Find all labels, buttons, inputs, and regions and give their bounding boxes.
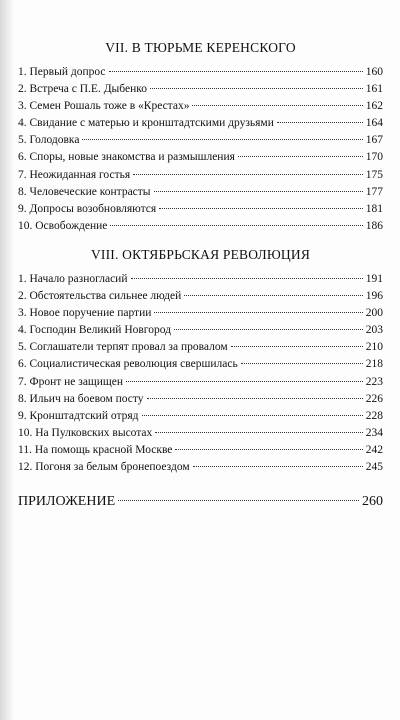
dot-leader: [154, 312, 362, 313]
entry-page-number: 161: [365, 83, 383, 96]
dot-leader: [154, 191, 363, 192]
dot-leader: [277, 122, 363, 123]
entry-title: 2. Обстоятельства сильнее людей: [18, 290, 182, 303]
entry-title: 6. Социалистическая революция свершилась: [18, 358, 238, 371]
entry-title: 1. Начало разногласий: [18, 272, 128, 285]
entry-title: 5. Голодовка: [18, 134, 80, 147]
entry-title: 12. Погоня за белым бронепоездом: [18, 460, 190, 473]
toc-entry: [18, 132, 383, 149]
entry-title: 4. Свидание с матерью и кронштадтскими друзьями: [18, 117, 274, 130]
dot-leader: [238, 156, 363, 157]
entry-page-number: 242: [365, 443, 383, 456]
entry-title: 7. Неожиданная гостья: [18, 168, 131, 181]
toc-entry: [18, 391, 383, 408]
entry-title: 1. Первый допрос: [18, 66, 106, 78]
dot-leader: [184, 295, 362, 296]
entry-page-number: 228: [365, 409, 383, 422]
dot-leader: [126, 381, 363, 382]
entry-page-number: 186: [365, 219, 383, 232]
entry-title: 7. Фронт не защищен: [18, 375, 124, 388]
toc-entry: [18, 374, 383, 391]
dot-leader: [109, 71, 363, 72]
entry-page-number: 175: [365, 168, 383, 181]
toc-entry: [18, 339, 383, 356]
toc-entry: [18, 356, 383, 373]
entry-page-number: 162: [365, 100, 383, 113]
dot-leader: [147, 398, 363, 399]
toc-entry: [18, 149, 383, 166]
dot-leader: [193, 466, 363, 467]
dot-leader: [159, 208, 363, 209]
toc-entry: [18, 442, 383, 459]
entry-page-number: 160: [365, 66, 383, 78]
dot-leader: [110, 225, 362, 226]
toc-entry: [18, 425, 383, 442]
entry-title: 6. Споры, новые знакомства и размышления: [18, 151, 235, 164]
page-gutter-shadow: [0, 0, 14, 720]
entry-title: 4. Господин Великий Новгород: [18, 324, 172, 337]
entry-page-number: 234: [365, 426, 383, 439]
entry-title: 2. Встреча с П.Е. Дыбенко: [18, 83, 147, 96]
section-title-viii: VIII. ОКТЯБРЬСКАЯ РЕВОЛЮЦИЯ: [90, 246, 311, 262]
entry-page-number: 210: [365, 341, 383, 354]
entry-page-number: 196: [365, 290, 383, 303]
appendix-page-number: 260: [362, 494, 383, 510]
dot-leader: [131, 278, 363, 279]
entry-page-number: 218: [365, 358, 383, 371]
entry-page-number: 203: [365, 324, 383, 337]
toc-entry: [18, 64, 383, 81]
toc-entry: [18, 81, 383, 98]
entry-title: 9. Допросы возобновляются: [18, 202, 157, 215]
dot-leader: [174, 329, 363, 330]
dot-leader: [192, 105, 362, 106]
dot-leader: [82, 139, 362, 140]
entry-page-number: 191: [365, 272, 383, 285]
toc-entry: [18, 288, 383, 305]
dot-leader: [142, 415, 363, 416]
entry-page-number: 170: [365, 151, 383, 164]
toc-entry: [18, 408, 383, 425]
dot-leader: [133, 174, 363, 175]
entry-title: 8. Ильич на боевом посту: [18, 392, 144, 405]
entry-title: 9. Кронштадтский отряд: [18, 409, 139, 422]
appendix-entry: [18, 493, 383, 511]
section-viii-list: [18, 271, 383, 476]
toc-entry: [18, 459, 383, 476]
dot-leader: [175, 449, 362, 450]
dot-leader: [150, 88, 363, 89]
dot-leader: [155, 432, 362, 433]
entry-title: 5. Соглашатели терпят провал за провалом: [18, 341, 228, 354]
toc-entry: [18, 218, 383, 235]
entry-page-number: 181: [365, 202, 383, 215]
toc-entry: [18, 167, 383, 184]
entry-page-number: 177: [365, 185, 383, 198]
entry-title: 3. Семен Рошаль тоже в «Крестах»: [18, 100, 190, 113]
entry-page-number: 167: [365, 134, 383, 147]
entry-page-number: 223: [365, 375, 383, 388]
entry-title: 8. Человеческие контрасты: [18, 185, 151, 198]
toc-entry: [18, 305, 383, 322]
entry-page-number: 200: [365, 307, 383, 320]
entry-page-number: 164: [365, 117, 383, 130]
dot-leader: [241, 363, 363, 364]
dot-leader: [118, 500, 359, 501]
entry-page-number: 226: [365, 392, 383, 405]
table-of-contents: [18, 40, 383, 511]
toc-entry: [18, 322, 383, 339]
toc-entry: [18, 271, 383, 288]
toc-entry: [18, 98, 383, 115]
appendix-title: ПРИЛОЖЕНИЕ: [18, 494, 116, 510]
toc-entry: [18, 115, 383, 132]
entry-title: 11. На помощь красной Москве: [18, 443, 173, 456]
dot-leader: [231, 346, 363, 347]
section-vii-list: [18, 64, 383, 235]
entry-title: 3. Новое поручение партии: [18, 307, 152, 320]
section-title-vii: VII. В ТЮРЬМЕ КЕРЕНСКОГО: [105, 40, 296, 55]
toc-entry: [18, 201, 383, 218]
entry-title: 10. Освобождение: [18, 219, 108, 232]
toc-entry: [18, 184, 383, 201]
entry-page-number: 245: [365, 460, 383, 473]
entry-title: 10. На Пулковских высотах: [18, 426, 153, 439]
